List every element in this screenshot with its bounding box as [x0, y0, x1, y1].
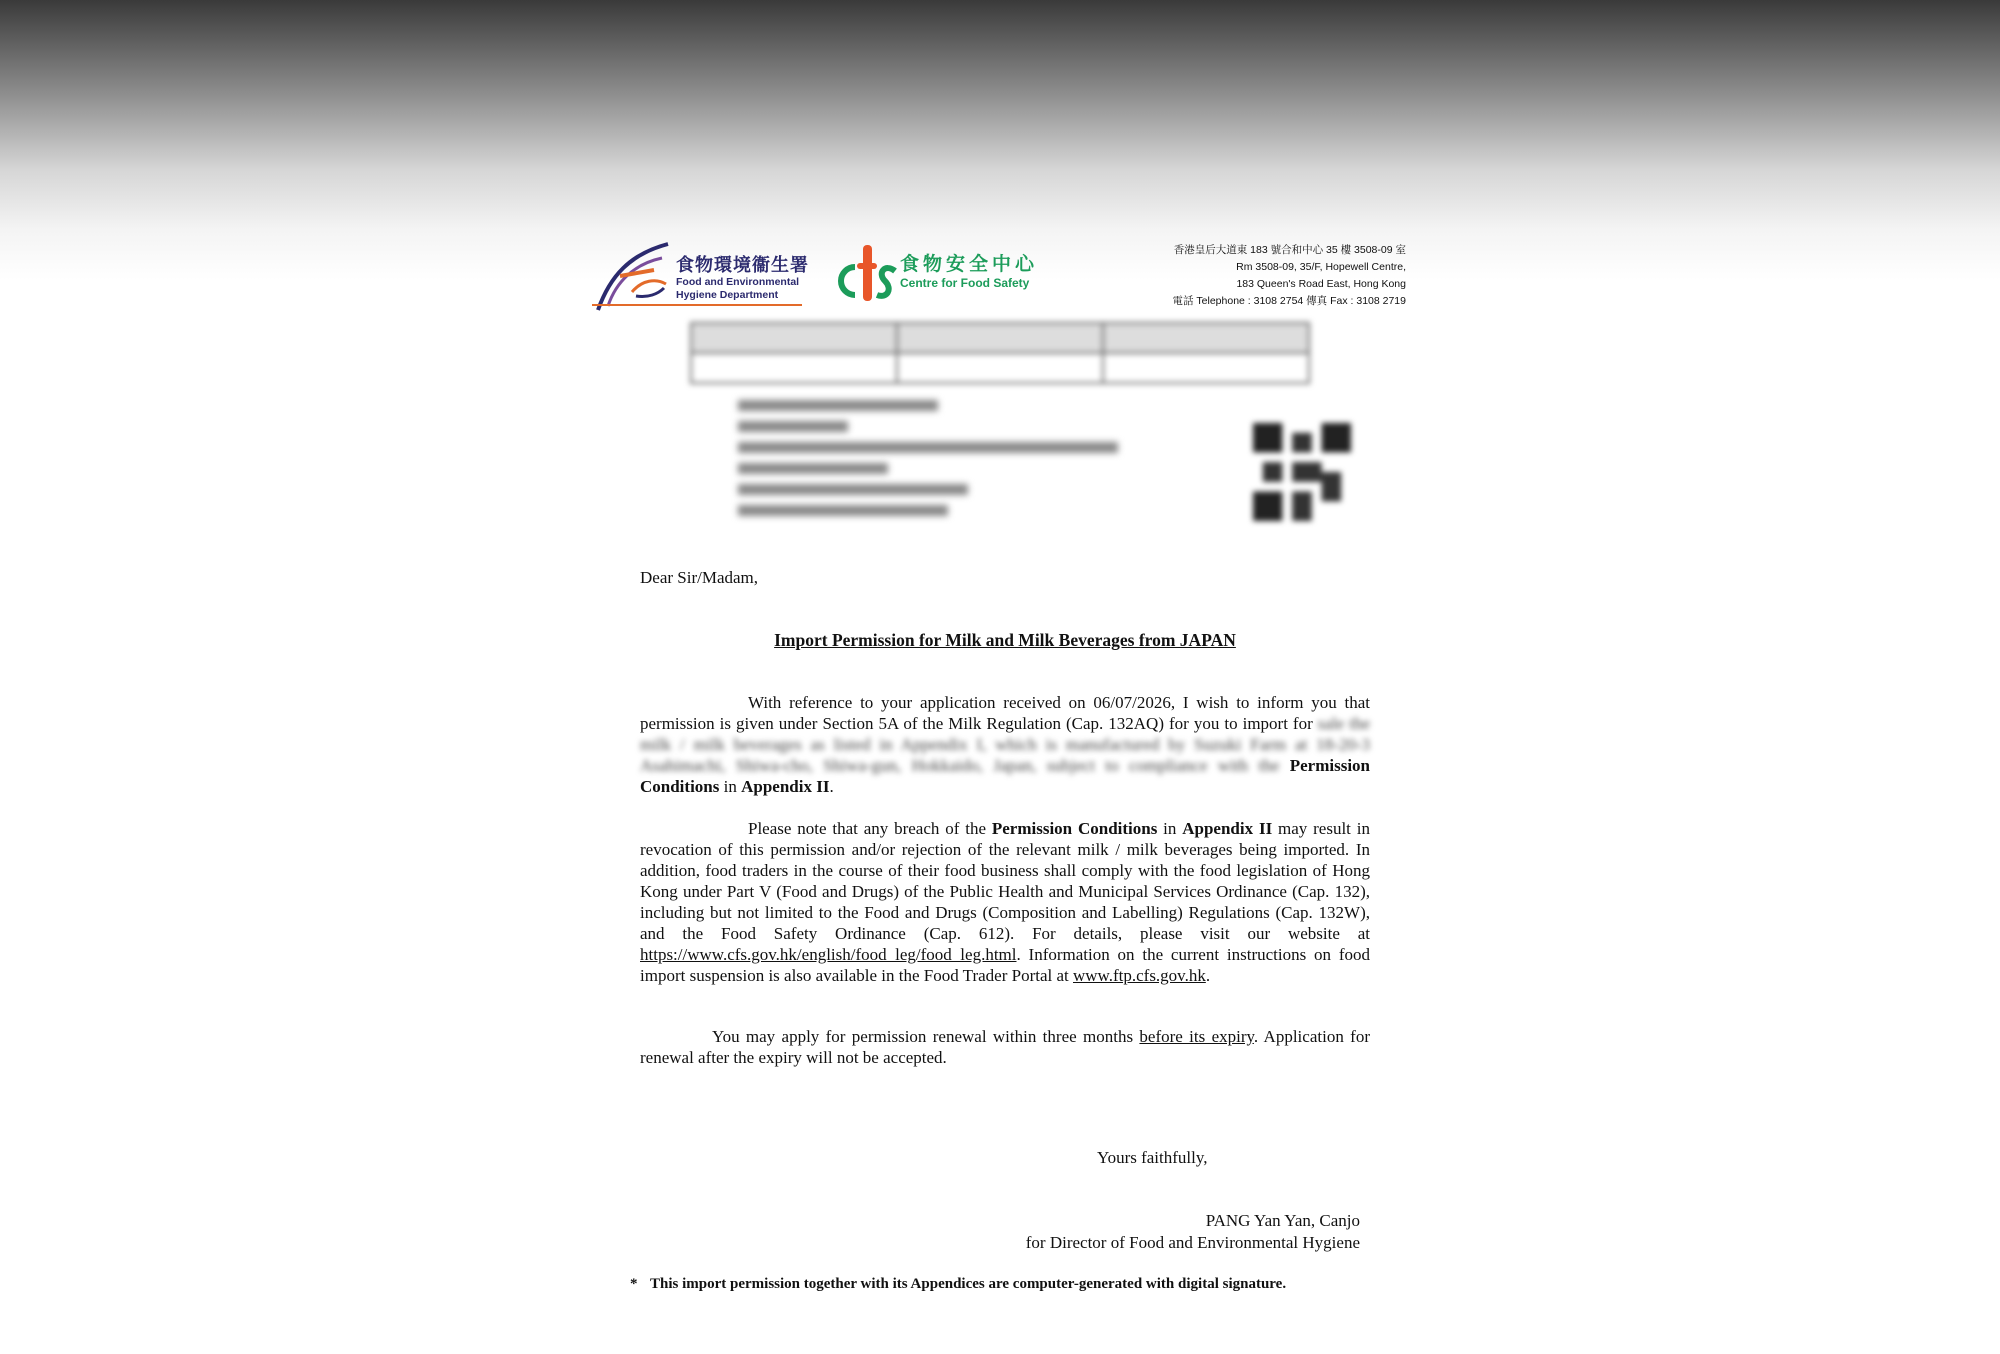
salutation: Dear Sir/Madam,	[640, 568, 759, 587]
food-trader-portal-link[interactable]: www.ftp.cfs.gov.hk	[1073, 966, 1206, 985]
p3-before-expiry: before its expiry	[1139, 1027, 1254, 1046]
addressee-block-redacted	[738, 395, 1118, 526]
fehd-name-en-1: Food and Environmental	[676, 276, 800, 288]
paragraph-permission	[640, 692, 1370, 797]
p2-appendix: Appendix II	[1182, 819, 1273, 838]
fehd-name-en-2: Hygiene Department	[676, 289, 779, 301]
fehd-name-cn: 食物環境衞生署	[676, 255, 809, 275]
p3-text-a: You may apply for permission renewal within three months	[712, 1027, 1140, 1046]
address-en-2: 183 Queen's Road East, Hong Kong	[1236, 278, 1406, 290]
p1-appendix: Appendix II	[741, 777, 830, 796]
signer-title: for Director of Food and Environmental Hygiene	[1025, 1233, 1360, 1252]
letter-subject: Import Permission for Milk and Milk Beverages from JAPAN	[774, 630, 1236, 650]
p3-text-b: . Application for renewal after the expiry will not be accepted.	[640, 1027, 1370, 1067]
p1-end: .	[829, 777, 834, 796]
closing: Yours faithfully,	[1097, 1148, 1208, 1167]
p2-text-a: Please note that any breach of the	[748, 819, 992, 838]
reference-table-redacted	[690, 322, 1310, 384]
p1-text: With reference to your application received on 06/07/2026, I wish to inform you that permission is given under Section 5A of the Milk Regulation (Cap. 132AQ) for you to import for	[640, 693, 1370, 733]
cfs-name-en: Centre for Food Safety	[900, 276, 1030, 290]
note-text: This import permission together with its Appendices are computer-generated with digital signature.	[650, 1276, 1287, 1292]
qr-code-redacted	[1253, 423, 1351, 521]
p1-redacted-text: sale the milk / milk beverages as listed in Appendix I, which is manufactured by Suzuki Farm at 18-20-3 Asahimachi, Shiwa-cho, Shiwa-gun, Hokkaido, Japan, subject to compliance with the	[640, 714, 1370, 775]
office-address	[1173, 242, 1407, 310]
cfs-name-cn: 食物安全中心	[900, 254, 1039, 275]
p2-permission-conditions: Permission Conditions	[991, 819, 1158, 838]
paragraph-renewal	[640, 1026, 1370, 1068]
address-en-1: Rm 3508-09, 35/F, Hopewell Centre,	[1236, 261, 1406, 273]
signature-block	[1026, 1210, 1360, 1254]
p1-permission-conditions: Permission Conditions	[640, 756, 1371, 796]
p2-text-c: . Information on the current instructions on food import suspension is also available in the Food Trader Portal at	[640, 945, 1370, 985]
fehd-name	[676, 254, 809, 302]
fehd-underline	[592, 304, 802, 306]
cfs-legislation-link[interactable]: https://www.cfs.gov.hk/english/food_leg/food_leg.html	[640, 945, 1017, 964]
cfs-name	[900, 254, 1038, 290]
cfs-logo-icon	[833, 237, 899, 307]
p2-in: in	[1157, 819, 1183, 838]
p2-text-d: .	[1205, 966, 1211, 985]
paragraph-breach-notice	[640, 818, 1370, 986]
digital-signature-note	[630, 1274, 1338, 1295]
signer-name: PANG Yan Yan, Canjo	[1205, 1211, 1360, 1230]
note-asterisk: *	[630, 1276, 638, 1292]
p1-in: in	[719, 777, 742, 796]
letter-page	[590, 230, 1420, 1354]
p2-text-b: may result in revocation of this permission and/or rejection of the relevant milk / milk beverages being imported. In addition, food traders in the course of their food business shall comply with the food legislation of Hong Kong under Part V (Food and Drugs) of the Public Health and Municipal Services Ordinance (Cap. 132), including but not limited to the Food and Drugs (Composition and Labelling) Regulations (Cap. 132W), and the Food Safety Ordinance (Cap. 612). For details, please visit our website at	[640, 819, 1370, 943]
address-cn: 香港皇后大道東 183 號合和中心 35 樓 3508-09 室	[1173, 244, 1406, 256]
contact-line: 電話 Telephone : 3108 2754 傳真 Fax : 3108 2719	[1172, 295, 1406, 307]
